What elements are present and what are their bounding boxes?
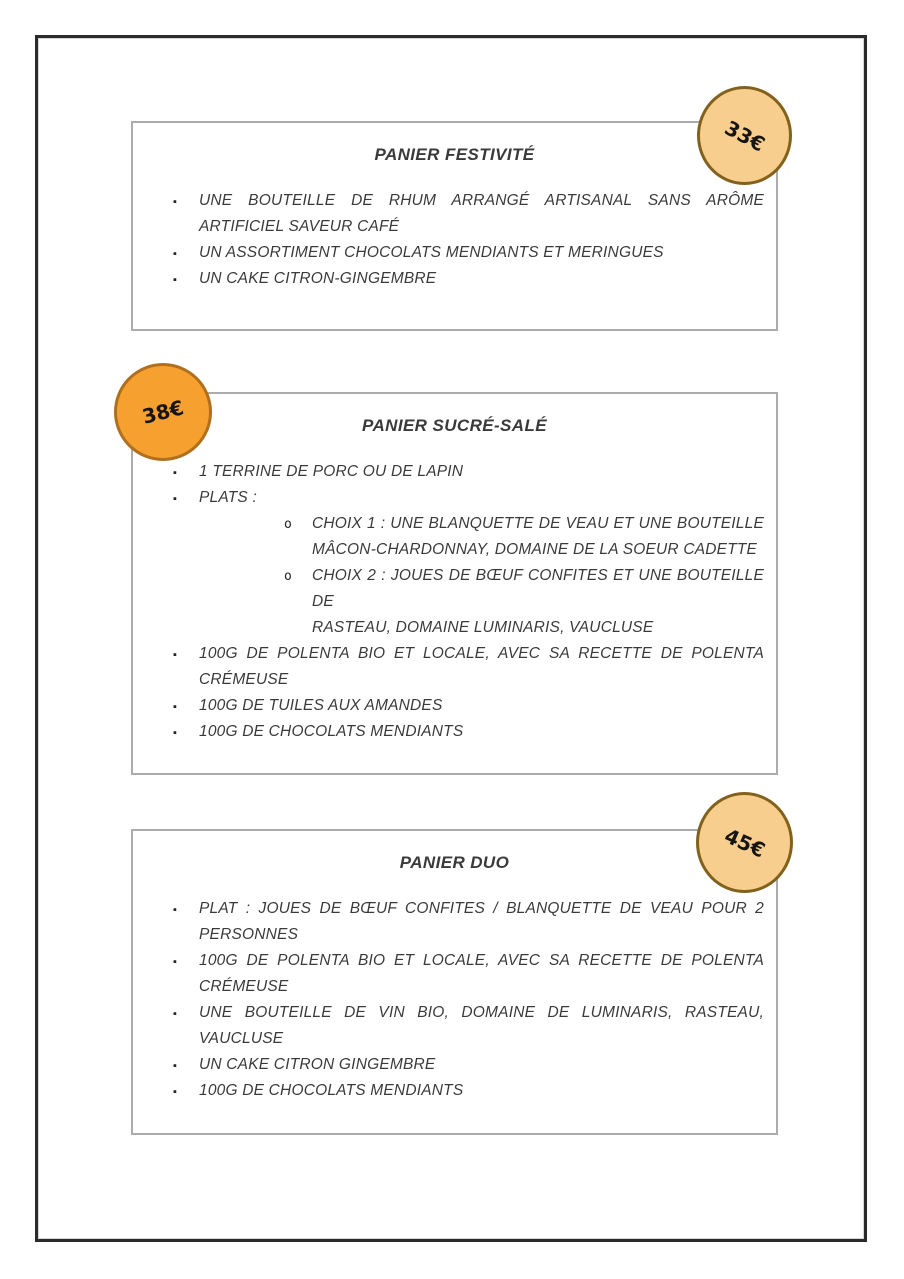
panel-item-list: [133, 896, 776, 1104]
square-bullet-icon: [173, 641, 177, 668]
price-label: 45€: [720, 823, 769, 862]
list-sub-item: [133, 563, 776, 641]
item-line: CHOIX 1 : UNE BLANQUETTE DE VEAU ET UNE BOUTEILLE: [312, 515, 764, 532]
item-line: 1 TERRINE DE PORC OU DE LAPIN: [199, 463, 464, 480]
square-bullet-icon: [173, 459, 177, 486]
square-bullet-icon: [173, 1078, 177, 1105]
list-sub-item: [133, 511, 776, 563]
list-item: [133, 641, 776, 693]
square-bullet-icon: [173, 1000, 177, 1027]
panel-title: PANIER FESTIVITÉ: [374, 145, 535, 164]
item-line: ARTIFICIEL SAVEUR CAFÉ: [199, 218, 400, 235]
list-item: [133, 693, 776, 719]
item-line: UNE BOUTEILLE DE VIN BIO, DOMAINE DE LUMINARIS, RASTEAU,: [199, 1004, 764, 1021]
item-line: PLATS :: [199, 489, 257, 506]
panel-sucre-sale: [131, 392, 778, 775]
list-item: [133, 719, 776, 745]
item-line: 100G DE POLENTA BIO ET LOCALE, AVEC SA RECETTE DE POLENTA: [199, 952, 764, 969]
panel-title: PANIER DUO: [399, 853, 510, 872]
panel-festivite: [131, 121, 778, 331]
list-item: [133, 1078, 776, 1104]
square-bullet-icon: [173, 693, 177, 720]
list-item: [133, 948, 776, 1000]
panel-item-list: [133, 188, 776, 292]
item-line: UN CAKE CITRON-GINGEMBRE: [199, 270, 437, 287]
item-line: VAUCLUSE: [199, 1030, 284, 1047]
list-item: [133, 266, 776, 292]
item-line: UNE BOUTEILLE DE RHUM ARRANGÉ ARTISANAL SANS ARÔME: [199, 192, 764, 209]
list-item: [133, 896, 776, 948]
item-line: 100G DE POLENTA BIO ET LOCALE, AVEC SA RECETTE DE POLENTA: [199, 645, 764, 662]
square-bullet-icon: [173, 266, 177, 293]
square-bullet-icon: [173, 240, 177, 267]
price-badge-duo: [696, 792, 793, 893]
item-line: CHOIX 2 : JOUES DE BŒUF CONFITES ET UNE BOUTEILLE DE: [312, 567, 764, 610]
square-bullet-icon: [173, 948, 177, 975]
list-item: [133, 459, 776, 485]
item-line: CRÉMEUSE: [199, 978, 289, 995]
price-label: 33€: [720, 115, 769, 156]
item-line: MÂCON-CHARDONNAY, DOMAINE DE LA SOEUR CADETTE: [312, 541, 758, 558]
list-item: [133, 485, 776, 511]
square-bullet-icon: [173, 188, 177, 215]
panel-title: PANIER SUCRÉ-SALÉ: [361, 416, 547, 435]
item-line: 100G DE TUILES AUX AMANDES: [199, 697, 443, 714]
circle-bullet-icon: [284, 563, 292, 590]
price-label: 38€: [139, 395, 187, 429]
square-bullet-icon: [173, 1052, 177, 1079]
item-line: UN CAKE CITRON GINGEMBRE: [199, 1056, 436, 1073]
panel-duo: [131, 829, 778, 1135]
list-item: [133, 188, 776, 240]
square-bullet-icon: [173, 719, 177, 746]
list-item: [133, 1052, 776, 1078]
square-bullet-icon: [173, 896, 177, 923]
circle-bullet-icon: [284, 511, 292, 538]
square-bullet-icon: [173, 485, 177, 512]
item-line: 100G DE CHOCOLATS MENDIANTS: [199, 723, 464, 740]
item-line: PLAT : JOUES DE BŒUF CONFITES / BLANQUETTE DE VEAU POUR 2: [199, 900, 764, 917]
panel-item-list: [133, 459, 776, 745]
price-badge-sucre-sale: [114, 363, 212, 461]
item-line: CRÉMEUSE: [199, 671, 289, 688]
list-item: [133, 240, 776, 266]
price-badge-festivite: [697, 86, 792, 185]
item-line: 100G DE CHOCOLATS MENDIANTS: [199, 1082, 464, 1099]
list-item: [133, 1000, 776, 1052]
item-line: PERSONNES: [199, 926, 299, 943]
item-line: UN ASSORTIMENT CHOCOLATS MENDIANTS ET MERINGUES: [199, 244, 664, 261]
item-line: RASTEAU, DOMAINE LUMINARIS, VAUCLUSE: [312, 619, 654, 636]
